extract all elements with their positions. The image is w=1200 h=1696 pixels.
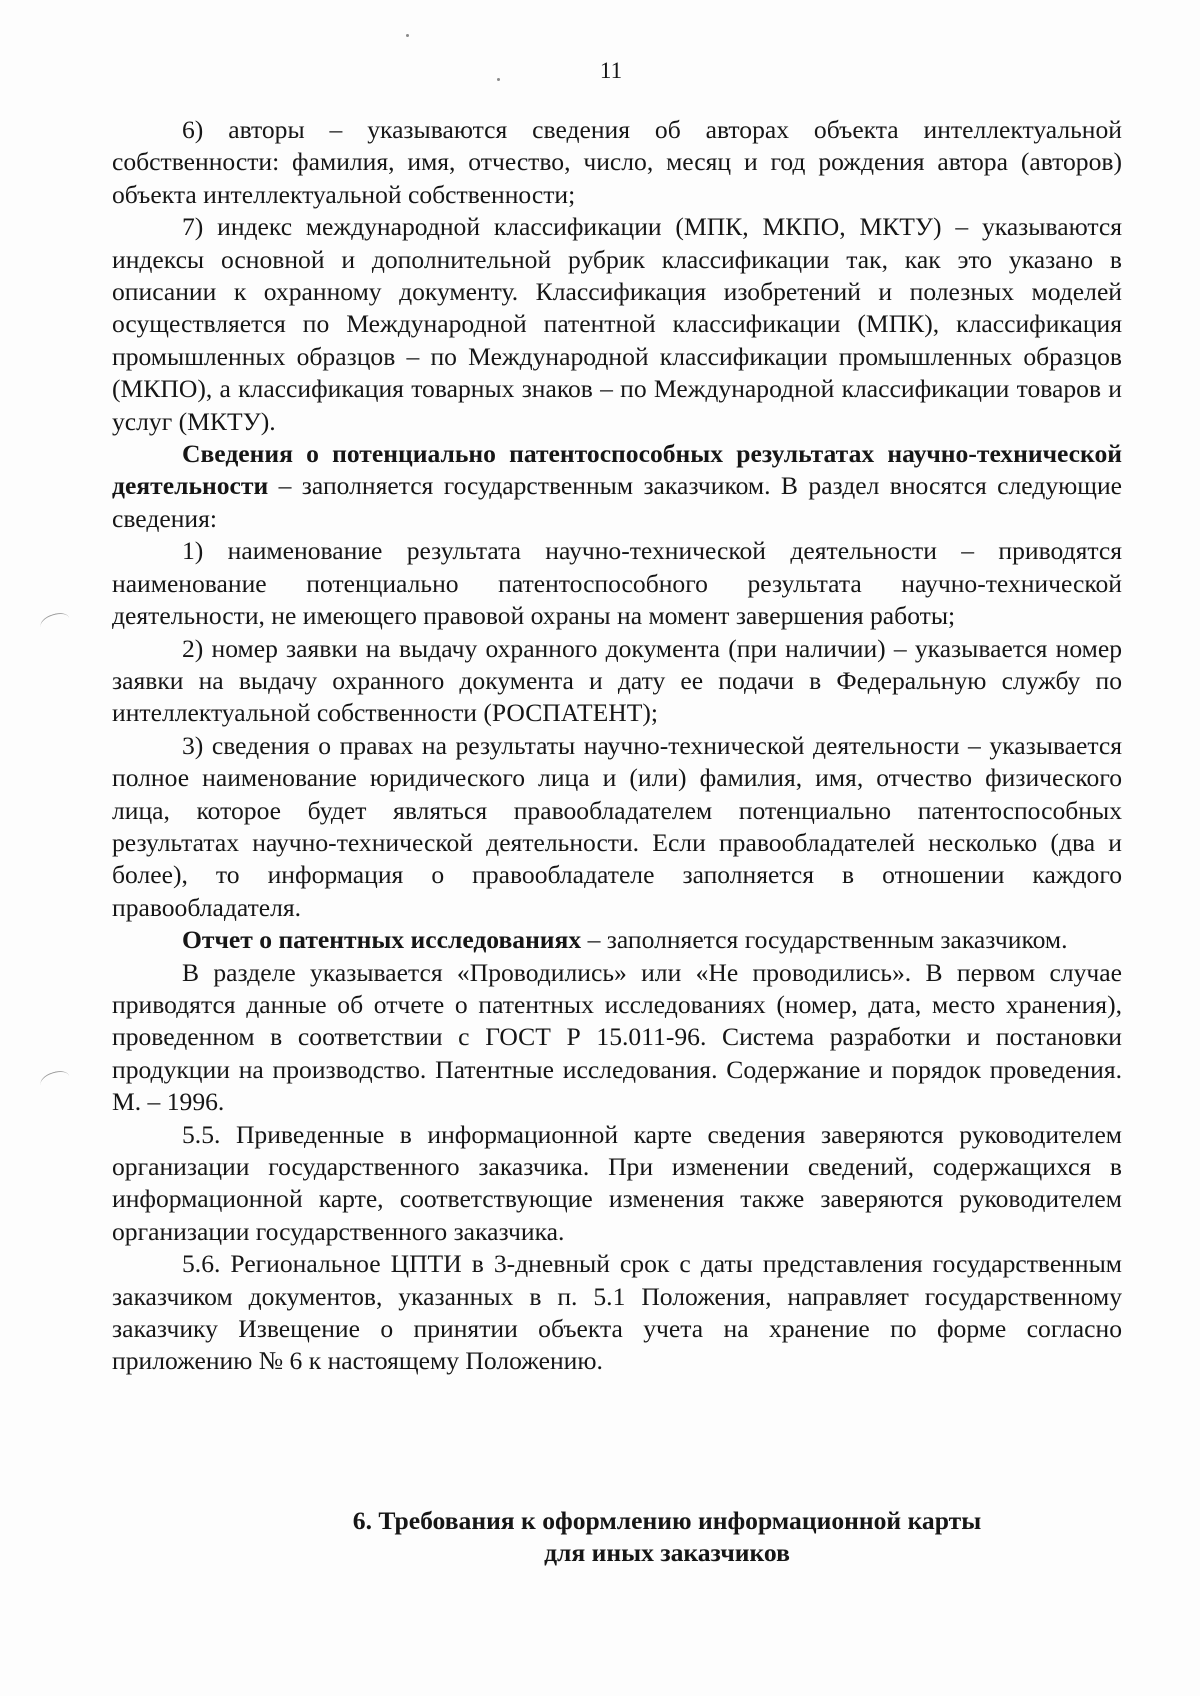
paragraph-5-6: 5.6. Региональное ЦПТИ в 3-дневный срок с даты представления государственным заказчиком документов, указанных в п. 5.1 Положения, направляет государственному заказчику Извещение о принятии объекта учета на хранение по форме согласно приложению № 6 к настоящему Положению.	[112, 1249, 1122, 1376]
hole-punch-mark	[38, 610, 72, 635]
paragraph-patent-research-report-heading: Отчет о патентных исследованиях	[182, 925, 582, 955]
page-number: 11	[599, 58, 623, 83]
paragraph-section-contents: В разделе указывается «Проводились» или «Не проводились». В первом случае приводятся данные об отчете о патентных исследованиях (номер, дата, место хранения), проведенном в соответствии с ГОСТ Р 15.011-96. Система разработки и постановки продукции на производство. Патентные исследования. Содержание и порядок проведения. М. – 1996.	[112, 957, 1122, 1117]
body-text	[112, 114, 1122, 1378]
paragraph-classification-index: 7) индекс международной классификации (МПК, МКПО, МКТУ) – указываются индексы основной и дополнительной рубрик классификации так, как это указано в описании к охранному документу. Классификация изобретений и полезных моделей осуществляется по Международной патентной классификации (МПК), классификация промышленных образцов – по Международной классификации промышленных образцов (МКПО), а классификация товарных знаков – по Международной классификации товаров и услуг (МКТУ).	[112, 212, 1122, 436]
paragraph-5-5: 5.5. Приведенные в информационной карте сведения заверяются руководителем организации государственного заказчика. При изменении сведений, содержащихся в информационной карте, соответствующие изменения также заверяются руководителем организации государственного заказчика.	[112, 1119, 1122, 1246]
section-heading	[112, 1505, 1200, 1569]
section-heading-line-2: для иных заказчиков	[544, 1538, 790, 1567]
section-heading-line-1: 6. Требования к оформлению информационной карты	[352, 1506, 982, 1535]
paragraph-rights-info: 3) сведения о правах на результаты научно-технической деятельности – указывается полное наименование юридического лица и (или) фамилия, имя, отчество физического лица, которое будет являться правообладателем потенциально патентоспособных результатах научно-технической деятельности. Если правообладателей несколько (два и более), то информация о правообладателе заполняется в отношении каждого правообладателя.	[112, 730, 1122, 922]
scan-speck	[406, 34, 409, 37]
hole-punch-mark	[38, 1068, 72, 1093]
paragraph-patentable-results-heading: Сведения о потенциально патентоспособных результатах научно-технической деятельности	[112, 439, 1122, 501]
scan-speck	[497, 78, 500, 81]
paragraph-patent-research-report	[112, 924, 1122, 956]
paragraph-result-name: 1) наименование результата научно-технической деятельности – приводятся наименование потенциально патентоспособного результата научно-технической деятельности, не имеющего правовой охраны на момент завершения работы;	[112, 536, 1122, 631]
paragraph-patentable-results	[112, 438, 1122, 535]
paragraph-patent-research-report-body: – заполняется государственным заказчиком.	[581, 925, 1068, 955]
paragraph-patentable-results-body: – заполняется государственным заказчиком. В раздел вносятся следующие сведения:	[112, 471, 1122, 533]
paragraph-application-number: 2) номер заявки на выдачу охранного документа (при наличии) – указывается номер заявки на выдачу охранного документа и дату ее подачи в Федеральную службу по интеллектуальной собственности (РОСПАТЕНТ);	[112, 633, 1122, 728]
paragraph-authors: 6) авторы – указываются сведения об авторах объекта интеллектуальной собственности: фамилия, имя, отчество, число, месяц и год рождения автора (авторов) объекта интеллектуальной собственности;	[112, 115, 1122, 209]
